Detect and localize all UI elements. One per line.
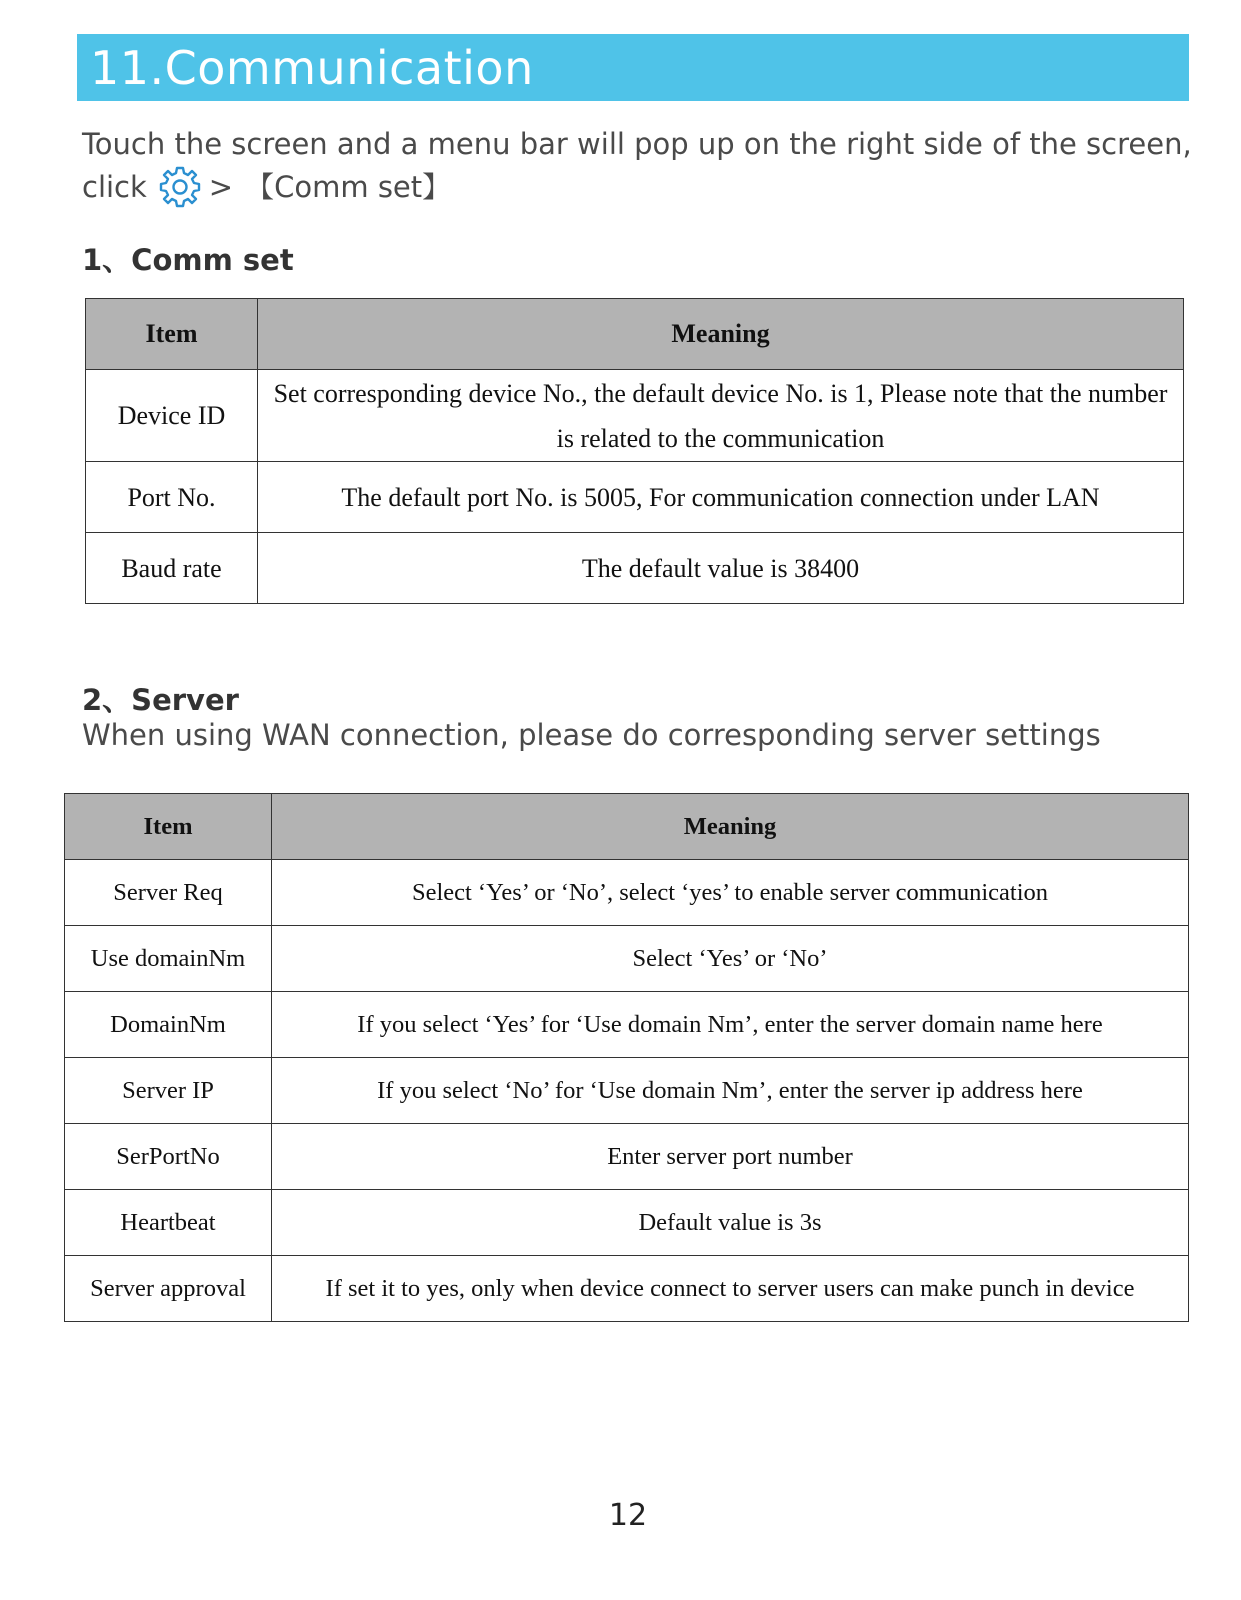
section-heading-server: 2、Server (82, 683, 239, 717)
row-meaning: Select ‘Yes’ or ‘No’ (272, 926, 1189, 992)
table-row (65, 1058, 1189, 1124)
intro-menu-path: 【Comm set】 (245, 170, 452, 204)
row-item: Server Req (65, 860, 272, 926)
column-header-item: Item (86, 299, 258, 370)
table-row (65, 860, 1189, 926)
intro-line-1: Touch the screen and a menu bar will pop up on the right side of the screen, (82, 127, 1192, 161)
table-row (65, 926, 1189, 992)
table-header-row (86, 299, 1184, 370)
row-item: Server IP (65, 1058, 272, 1124)
table-row (65, 1190, 1189, 1256)
row-meaning: Select ‘Yes’ or ‘No’, select ‘yes’ to enable server communication (272, 860, 1189, 926)
table-row (86, 533, 1184, 604)
row-item: Baud rate (86, 533, 258, 604)
row-meaning: The default port No. is 5005, For communication connection under LAN (258, 462, 1184, 533)
intro-paragraph (82, 124, 1192, 210)
table-row (86, 462, 1184, 533)
row-item: Port No. (86, 462, 258, 533)
row-meaning: If set it to yes, only when device connect to server users can make punch in device (272, 1256, 1189, 1322)
server-table (64, 793, 1189, 1322)
column-header-meaning: Meaning (272, 794, 1189, 860)
table-row (65, 1124, 1189, 1190)
gear-icon (157, 164, 203, 210)
row-item: Heartbeat (65, 1190, 272, 1256)
row-meaning: Default value is 3s (272, 1190, 1189, 1256)
intro-arrow: > (208, 170, 234, 204)
row-item: SerPortNo (65, 1124, 272, 1190)
row-meaning: If you select ‘No’ for ‘Use domain Nm’, enter the server ip address here (272, 1058, 1189, 1124)
table-row (65, 1256, 1189, 1322)
section-title-bar (77, 34, 1189, 101)
row-item: Device ID (86, 370, 258, 462)
page-title: 11.Communication (90, 40, 534, 95)
row-meaning: Enter server port number (272, 1124, 1189, 1190)
section-subtitle-server: When using WAN connection, please do corresponding server settings (82, 718, 1101, 752)
table-row (65, 992, 1189, 1058)
comm-set-table (85, 298, 1184, 604)
column-header-item: Item (65, 794, 272, 860)
table-row (86, 370, 1184, 462)
column-header-meaning: Meaning (258, 299, 1184, 370)
table-header-row (65, 794, 1189, 860)
intro-line-2 (82, 164, 1192, 210)
page-number: 12 (608, 1498, 648, 1533)
section-heading-comm-set: 1、Comm set (82, 243, 294, 277)
row-item: Server approval (65, 1256, 272, 1322)
row-meaning: The default value is 38400 (258, 533, 1184, 604)
row-meaning: If you select ‘Yes’ for ‘Use domain Nm’, enter the server domain name here (272, 992, 1189, 1058)
row-meaning: Set corresponding device No., the default device No. is 1, Please note that the number is related to the communication (258, 370, 1184, 462)
row-item: Use domainNm (65, 926, 272, 992)
row-item: DomainNm (65, 992, 272, 1058)
intro-click-word: click (82, 170, 147, 204)
